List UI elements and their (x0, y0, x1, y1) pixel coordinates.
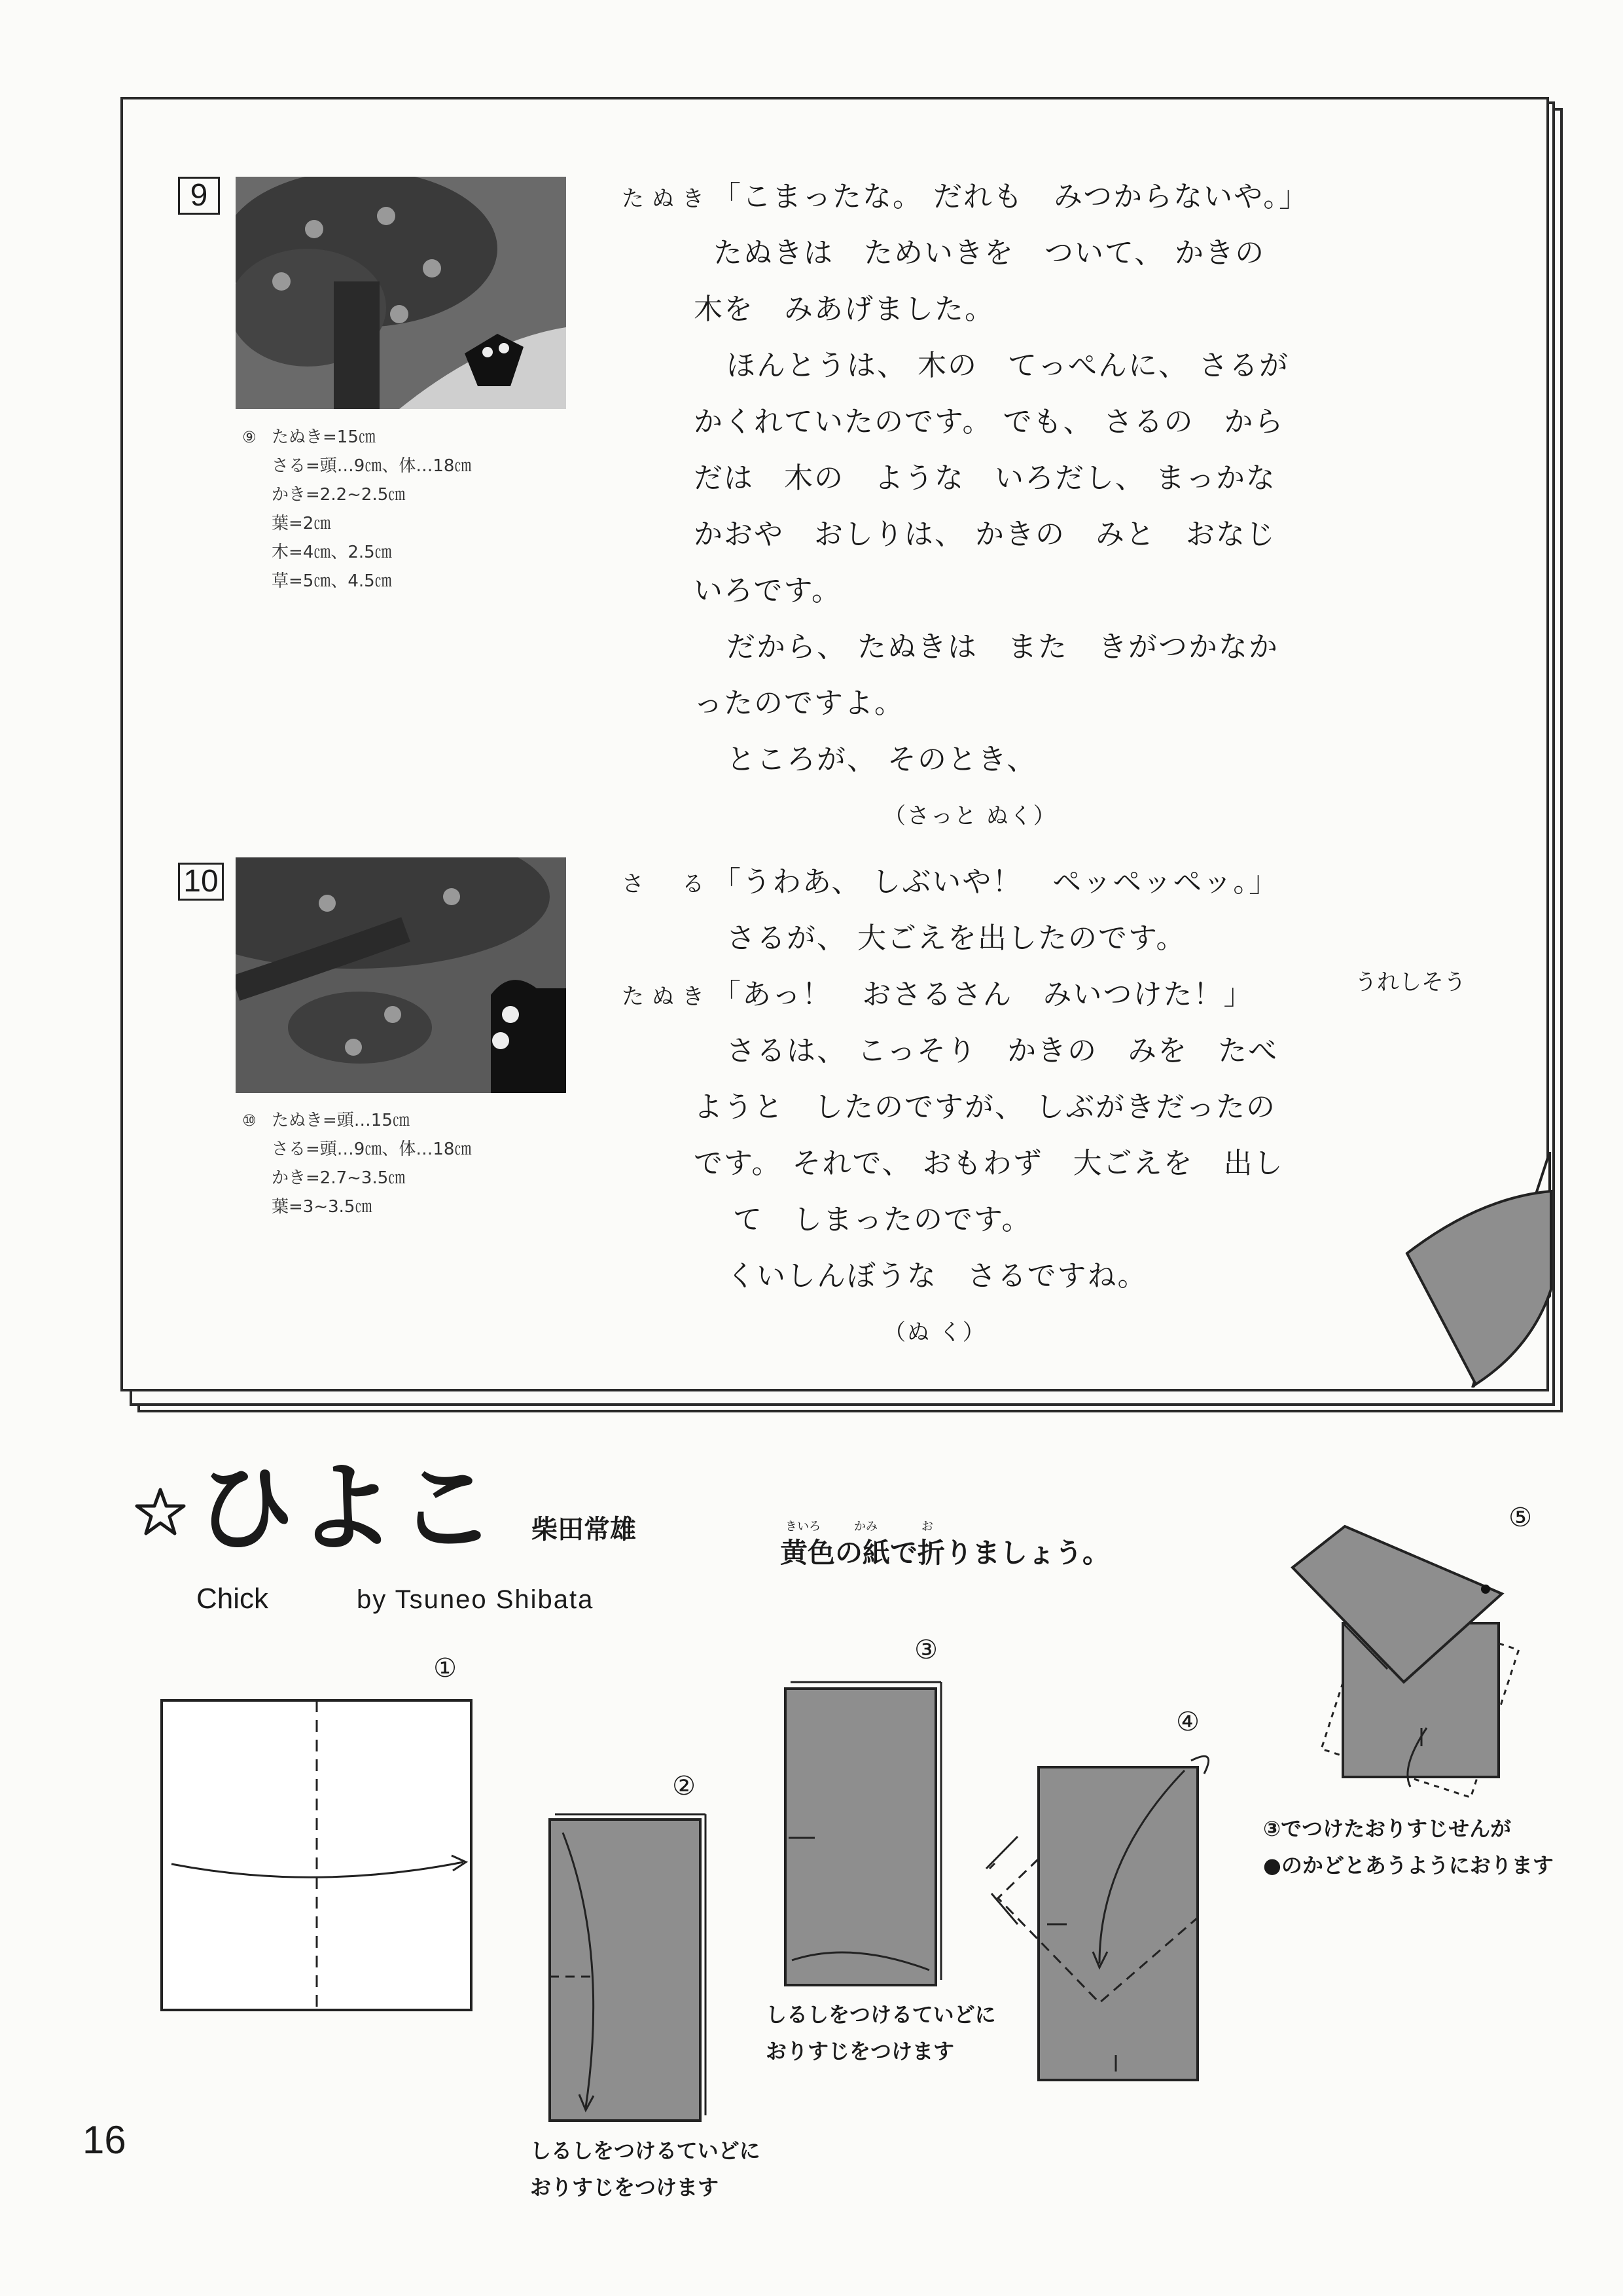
scene-9-text: たぬき「こまったな。 だれも みつからないや。」 たぬきは ためいきを ついて、 かきの 木を みあげました。 ほんとうは、 木の てっぺんに、 さるが かくれていたのです。 でも、 さるの から だは 木の ような いろだし、 まっかな かおや おしりは、 かきの みと おなじ いろです。 だから、 たぬきは また きがつかなか ったのですよ。 ところが、 そのとき、 （さっと ぬく） (622, 169, 1309, 844)
instruction-ruby: お (921, 1520, 933, 1534)
stage-direction-note: うれしそう (1355, 969, 1466, 996)
step-number-1: ① (433, 1653, 457, 1683)
origami-author: 柴田常雄 (531, 1515, 636, 1545)
speaker-label: たぬき (622, 984, 712, 1010)
origami-instruction: 黄色の紙で折りましょう。 (780, 1537, 1111, 1569)
step-4-diagram (986, 1756, 1209, 2080)
instruction-ruby: きいろ (785, 1520, 821, 1534)
stage-cue: （ぬ く） (883, 1319, 986, 1346)
origami-english-title: Chick (196, 1583, 269, 1615)
stage-cue: （さっと ぬく） (883, 803, 1057, 829)
step-3-diagram (785, 1682, 941, 1985)
instruction-ruby: かみ (854, 1520, 878, 1534)
scene-10-size-notes: ⑩ たぬき=頭…15㎝ さる=頭…9㎝、体…18㎝ かき=2.7~3.5㎝ 葉=3~3.5㎝ (242, 1111, 472, 1217)
speaker-label: たぬき (622, 186, 712, 212)
step-number-2: ② (672, 1771, 696, 1801)
step-number-3: ③ (914, 1635, 938, 1665)
step-2-diagram (550, 1814, 705, 2121)
step-number-4: ④ (1176, 1707, 1200, 1737)
step-2-caption: しるしをつけるていどに おりすじをつけます (530, 2138, 760, 2200)
speaker-label: さ る (622, 871, 712, 897)
scene-number-9: 9 (178, 177, 220, 215)
step-5-caption: ③でつけたおりすじせんが ●のかどとあうようにおります (1263, 1816, 1554, 1878)
step-5-diagram (1293, 1526, 1519, 1797)
scene-number-10: 10 (178, 863, 224, 901)
origami-title: ひよこ (196, 1452, 499, 1566)
scene-9-size-notes: ⑨ たぬき=15㎝ さる=頭…9㎝、体…18㎝ かき=2.2~2.5㎝ 葉=2㎝ 木=4㎝、2.5㎝ 草=5㎝、4.5㎝ (242, 427, 472, 591)
step-3-caption: しるしをつけるていどに おりすじをつけます (766, 2002, 996, 2064)
scene-10-text: さ る「うわあ、 しぶいや！ ペッペッペッ。」 さるが、 大ごえを出したのです。 たぬき「あっ！ おさるさん みいつけた！」 さるは、 こっそり かきの みを たべ ようと したのですが、 しぶがきだったの です。 それで、 おもわず 大ごえを 出し て しまったのです。 くいしんぼうな さるですね。 （ぬ く） (622, 854, 1284, 1361)
origami-english-author: by Tsuneo Shibata (357, 1585, 594, 1614)
step-number-5: ⑤ (1508, 1503, 1532, 1533)
page-number: 16 (82, 2118, 126, 2162)
step-1-diagram (162, 1700, 471, 2010)
